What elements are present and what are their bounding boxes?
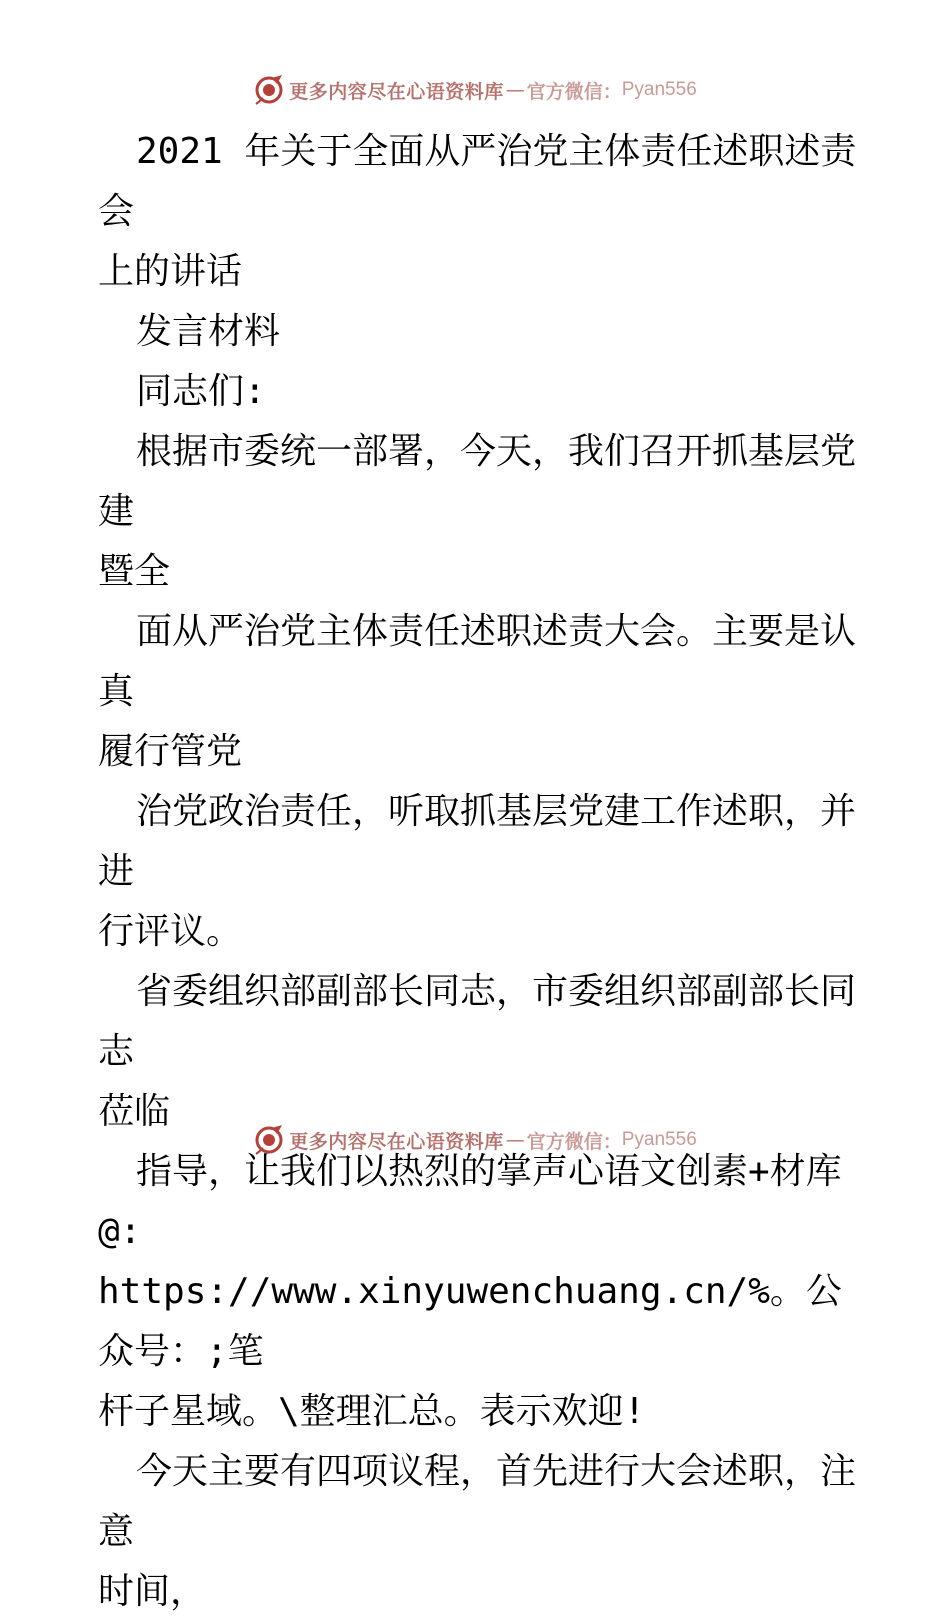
banner-title: 更多内容尽在心语资料库 [289,80,504,103]
document-line: 省委组织部副部长同志，市委组织部副部长同志 [98,971,857,1072]
header-banner [0,70,950,110]
document-line: 指导，让我们以热烈的掌声心语文创素+材库@: [98,1151,842,1252]
document-line: 暨全 [98,551,171,592]
pen-circle-logo-icon [253,1124,285,1156]
pen-circle-logo-icon [253,74,285,106]
footer-banner [0,1120,950,1160]
banner-wechat-label: 官方微信： [526,1130,622,1153]
document-line: https://www.xinyuwenchuang.cn/%。公众号：;笔 [98,1271,842,1372]
document-line: 根据市委统一部署，今天，我们召开抓基层党建 [98,431,857,532]
document-line: 行评议。 [98,911,243,952]
document-body [98,122,858,1622]
document-line: 上的讲话 [98,251,243,292]
banner-separator: — [505,1129,525,1151]
banner-wechat-id: Pyan556 [621,79,697,100]
document-line: 面从严治党主体责任述职述责大会。主要是认真 [98,611,857,712]
document-line: 2021 年关于全面从严治党主体责任述职述责会 [98,131,857,232]
document-line: 今天主要有四项议程，首先进行大会述职，注意 [98,1451,857,1552]
banner-title: 更多内容尽在心语资料库 [289,1130,504,1153]
document-line: 同志们: [136,371,266,412]
document-line: 时间， [98,1571,207,1612]
document-line: 杆子星域。\整理汇总。表示欢迎! [98,1391,646,1432]
document-line: 履行管党 [98,731,243,772]
banner-wechat-label: 官方微信： [526,80,622,103]
banner-separator: — [505,79,525,101]
document-line: 发言材料 [136,311,281,352]
document-line: 治党政治责任，听取抓基层党建工作述职，并进 [98,791,857,892]
document-line: 莅临 [98,1091,171,1132]
banner-wechat-id: Pyan556 [621,1129,697,1150]
